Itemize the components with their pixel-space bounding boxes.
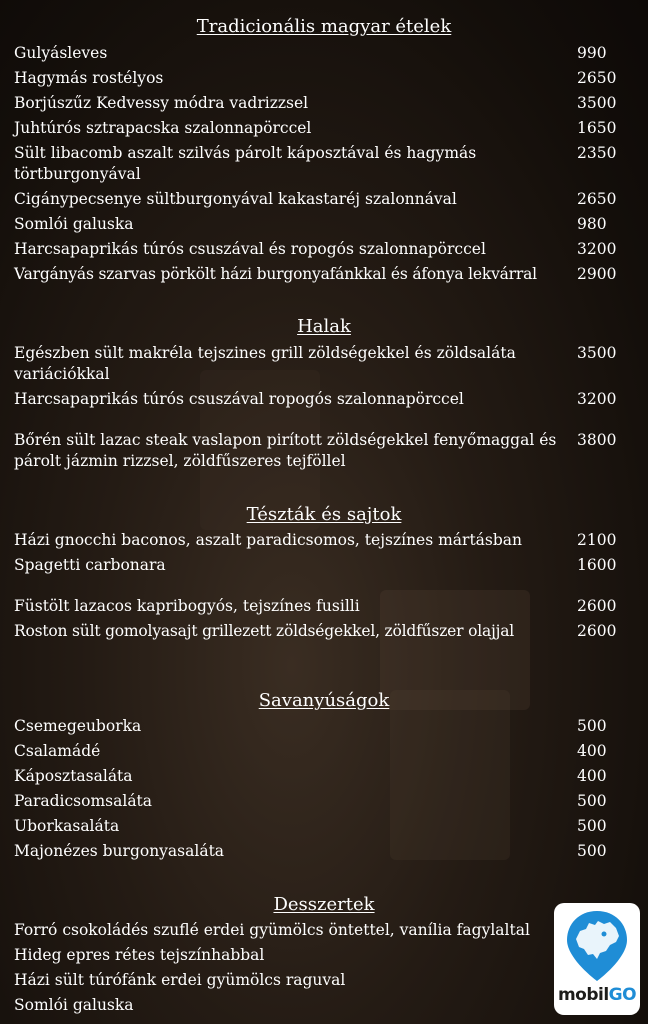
menu-item <box>14 596 634 617</box>
item-name: Házi gnocchi baconos, aszalt paradicsomos, tejszínes mártásban <box>14 531 523 549</box>
item-name: Forró csokoládés szuflé erdei gyümölcs öntettel, vanília fagylaltal <box>14 921 530 939</box>
item-price: 2900 <box>577 265 617 283</box>
item-name: Borjúszűz Kedvessy módra vadrizzsel <box>14 94 309 112</box>
menu-item <box>14 945 634 966</box>
section-title: Tészták és sajtok <box>246 504 402 525</box>
brand-label <box>554 985 640 1005</box>
section-desserts <box>0 892 648 918</box>
section-pasta-cheese <box>0 502 648 528</box>
item-name: Roston sült gomolyasajt grillezett zöldségekkel, zöldfűszer olajjal <box>14 622 515 640</box>
item-name: Somlói galuska <box>14 996 134 1014</box>
menu-item <box>14 555 634 576</box>
item-name: Harcsapaprikás túrós csuszával ropogós szalonnapörccel <box>14 390 464 408</box>
menu-item <box>14 741 634 762</box>
item-price: 3200 <box>577 240 617 258</box>
item-name: Házi sült túrófánk erdei gyümölcs raguval <box>14 971 346 989</box>
section-title: Halak <box>297 316 351 337</box>
section-title: Desszertek <box>273 894 375 915</box>
section-title: Tradicionális magyar ételek <box>196 16 452 37</box>
item-price: 500 <box>577 717 607 735</box>
item-name: Juhtúrós sztrapacska szalonnapörccel <box>14 119 312 137</box>
item-name: Füstölt lazacos kapribogyós, tejszínes fusilli <box>14 597 360 615</box>
brand-right: GO <box>608 985 637 1005</box>
item-name: Káposztasaláta <box>14 767 133 785</box>
item-name: Cigánypecsenye sültburgonyával kakastaréj szalonnával <box>14 190 457 208</box>
menu-item <box>14 841 634 862</box>
item-price: 2600 <box>577 622 617 640</box>
section-pickles <box>0 688 648 714</box>
brand-left: mobil <box>557 985 609 1005</box>
item-price: 1600 <box>577 556 617 574</box>
item-name: Uborkasaláta <box>14 817 120 835</box>
item-price: 980 <box>577 215 607 233</box>
item-price: 3500 <box>577 344 617 362</box>
item-name: Hideg epres rétes tejszínhabbal <box>14 946 265 964</box>
menu-item <box>14 264 634 285</box>
section-title: Savanyúságok <box>258 690 390 711</box>
item-price: 2600 <box>577 597 617 615</box>
menu-item <box>14 239 634 260</box>
item-price: 500 <box>577 817 607 835</box>
menu-item <box>14 430 634 472</box>
item-name: Hagymás rostélyos <box>14 69 164 87</box>
item-price: 1650 <box>577 119 617 137</box>
item-price: 2350 <box>577 144 617 162</box>
menu-item <box>14 143 634 185</box>
item-price: 3800 <box>577 431 617 449</box>
menu-item <box>14 43 634 64</box>
item-price: 2100 <box>577 531 617 549</box>
menu-item <box>14 530 634 551</box>
item-name: Harcsapaprikás túrós csuszával és ropogós szalonnapörccel <box>14 240 486 258</box>
item-name: Spagetti carbonara <box>14 556 166 574</box>
section-traditional <box>0 14 648 40</box>
section-fish <box>0 314 648 340</box>
menu-item <box>14 791 634 812</box>
item-name: Sült libacomb aszalt szilvás párolt káposztával és hagymás törtburgonyával <box>14 144 477 183</box>
menu-item <box>14 995 634 1016</box>
item-price: 500 <box>577 842 607 860</box>
item-price: 500 <box>577 792 607 810</box>
item-price: 990 <box>577 44 607 62</box>
item-price: 3200 <box>577 390 617 408</box>
item-name: Csemegeuborka <box>14 717 142 735</box>
mobilgo-logo[interactable] <box>554 903 640 1015</box>
item-name: Gulyásleves <box>14 44 108 62</box>
item-name: Majonézes burgonyasaláta <box>14 842 225 860</box>
item-price: 400 <box>577 767 607 785</box>
menu-item <box>14 766 634 787</box>
menu-item <box>14 189 634 210</box>
menu-item <box>14 816 634 837</box>
item-price: 3500 <box>577 94 617 112</box>
menu-item <box>14 118 634 139</box>
menu-item <box>14 343 634 385</box>
menu-item <box>14 68 634 89</box>
menu-item <box>14 970 634 991</box>
item-price: 400 <box>577 742 607 760</box>
europe-map-pin-icon <box>564 909 630 983</box>
item-name: Csalamádé <box>14 742 101 760</box>
menu-item <box>14 920 634 941</box>
item-name: Egészben sült makréla tejszines grill zöldségekkel és zöldsaláta variációkkal <box>14 344 516 383</box>
menu-item <box>14 214 634 235</box>
menu-item <box>14 621 634 642</box>
item-name: Bőrén sült lazac steak vaslapon pirított zöldségekkel fenyőmaggal és párolt jázmin rizzsel, zöldfűszeres tejföllel <box>14 431 557 470</box>
menu-item <box>14 716 634 737</box>
item-name: Somlói galuska <box>14 215 134 233</box>
item-name: Vargányás szarvas pörkölt házi burgonyafánkkal és áfonya lekvárral <box>14 265 537 283</box>
menu-item <box>14 93 634 114</box>
item-name: Paradicsomsaláta <box>14 792 153 810</box>
item-price: 2650 <box>577 190 617 208</box>
item-price: 2650 <box>577 69 617 87</box>
menu-item <box>14 389 634 410</box>
